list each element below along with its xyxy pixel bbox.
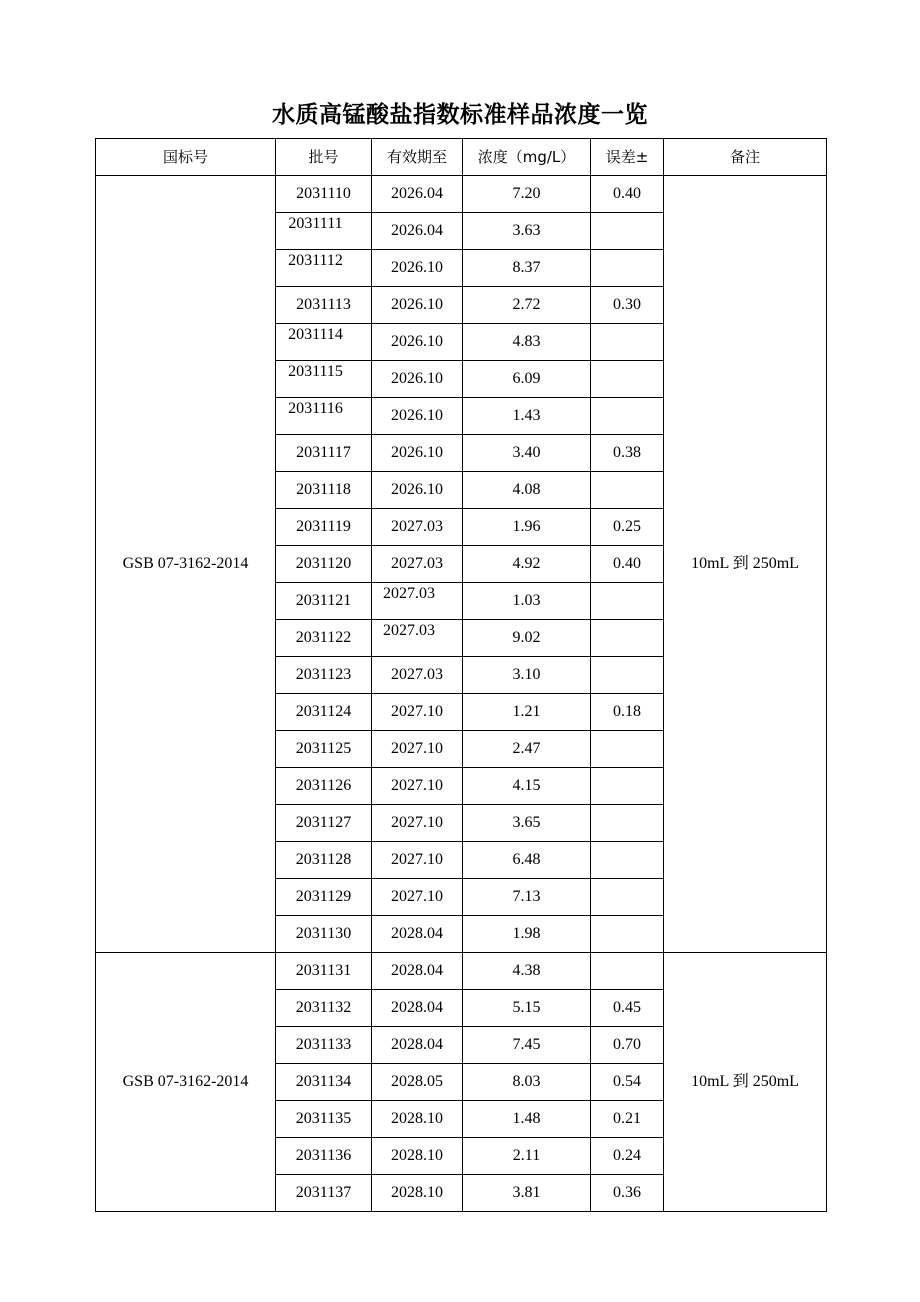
batch-number-cell: 2031135 [276,1101,372,1138]
expiry-date-cell: 2028.04 [372,1027,463,1064]
error-cell: 0.25 [591,509,664,546]
expiry-date-cell: 2028.04 [372,916,463,953]
expiry-date-cell: 2028.10 [372,1101,463,1138]
expiry-date-cell: 2027.10 [372,768,463,805]
error-cell: 0.36 [591,1175,664,1212]
error-cell: 0.45 [591,990,664,1027]
header-remark: 备注 [664,139,827,176]
batch-number-cell: 2031127 [276,805,372,842]
concentration-cell: 3.65 [463,805,591,842]
batch-number-cell-text: 2031115 [288,363,343,380]
concentration-cell: 3.63 [463,213,591,250]
concentration-cell: 8.03 [463,1064,591,1101]
concentration-cell: 2.72 [463,287,591,324]
standard-number-cell: GSB 07-3162-2014 [96,176,276,953]
error-cell [591,398,664,435]
expiry-date-cell: 2026.10 [372,250,463,287]
table-body [96,176,827,1212]
batch-number-cell-text: 2031116 [288,400,343,417]
expiry-date-cell: 2026.04 [372,213,463,250]
concentration-cell: 8.37 [463,250,591,287]
error-cell: 0.40 [591,546,664,583]
error-cell [591,213,664,250]
expiry-date-cell: 2028.10 [372,1138,463,1175]
batch-number-cell: 2031126 [276,768,372,805]
concentration-cell: 7.45 [463,1027,591,1064]
error-cell [591,324,664,361]
table-row [96,953,827,990]
document-title: 水质高锰酸盐指数标准样品浓度一览 [272,102,648,128]
concentration-cell: 1.96 [463,509,591,546]
concentration-cell: 1.03 [463,583,591,620]
expiry-date-cell: 2027.03 [372,509,463,546]
standard-samples-table [95,138,827,1212]
expiry-date-cell-text: 2027.03 [383,622,435,639]
batch-number-cell: 2031133 [276,1027,372,1064]
batch-number-cell: 2031124 [276,694,372,731]
expiry-date-cell [372,620,463,657]
concentration-cell: 6.48 [463,842,591,879]
concentration-cell: 1.48 [463,1101,591,1138]
error-cell: 0.70 [591,1027,664,1064]
expiry-date-cell: 2026.10 [372,435,463,472]
expiry-date-cell: 2027.10 [372,805,463,842]
error-cell [591,842,664,879]
error-cell [591,472,664,509]
concentration-cell: 4.92 [463,546,591,583]
batch-number-cell: 2031122 [276,620,372,657]
concentration-cell: 6.09 [463,361,591,398]
batch-number-cell [276,250,372,287]
batch-number-cell: 2031131 [276,953,372,990]
header-expiry-date: 有效期至 [372,139,463,176]
concentration-cell: 9.02 [463,620,591,657]
concentration-cell: 5.15 [463,990,591,1027]
batch-number-cell: 2031119 [276,509,372,546]
expiry-date-cell: 2027.10 [372,694,463,731]
expiry-date-cell: 2026.10 [372,472,463,509]
concentration-cell: 7.13 [463,879,591,916]
expiry-date-cell: 2026.04 [372,176,463,213]
expiry-date-cell: 2028.04 [372,953,463,990]
batch-number-cell: 2031129 [276,879,372,916]
batch-number-cell: 2031123 [276,657,372,694]
header-concentration: 浓度（mg/L） [463,139,591,176]
error-cell [591,731,664,768]
batch-number-cell [276,213,372,250]
concentration-cell: 4.38 [463,953,591,990]
expiry-date-cell: 2027.10 [372,879,463,916]
error-cell [591,768,664,805]
batch-number-cell: 2031120 [276,546,372,583]
expiry-date-cell: 2028.10 [372,1175,463,1212]
batch-number-cell-text: 2031111 [288,215,343,232]
concentration-cell: 3.10 [463,657,591,694]
header-standard-number: 国标号 [96,139,276,176]
header-error: 误差± [591,139,664,176]
expiry-date-cell: 2028.04 [372,990,463,1027]
batch-number-cell: 2031134 [276,1064,372,1101]
batch-number-cell: 2031136 [276,1138,372,1175]
error-cell [591,657,664,694]
expiry-date-cell: 2026.10 [372,398,463,435]
concentration-cell: 4.08 [463,472,591,509]
concentration-cell: 7.20 [463,176,591,213]
expiry-date-cell: 2027.10 [372,842,463,879]
error-cell [591,805,664,842]
expiry-date-cell: 2027.10 [372,731,463,768]
concentration-cell: 3.40 [463,435,591,472]
standard-number-cell: GSB 07-3162-2014 [96,953,276,1212]
batch-number-cell-text: 2031114 [288,326,343,343]
error-cell [591,583,664,620]
concentration-cell: 4.83 [463,324,591,361]
expiry-date-cell: 2028.05 [372,1064,463,1101]
batch-number-cell [276,361,372,398]
error-cell: 0.21 [591,1101,664,1138]
table-header-row [96,139,827,176]
error-cell [591,361,664,398]
error-cell [591,916,664,953]
error-cell: 0.40 [591,176,664,213]
concentration-cell: 2.47 [463,731,591,768]
batch-number-cell: 2031117 [276,435,372,472]
error-cell [591,953,664,990]
header-batch-number: 批号 [276,139,372,176]
table-row [96,176,827,213]
batch-number-cell: 2031132 [276,990,372,1027]
expiry-date-cell: 2026.10 [372,361,463,398]
batch-number-cell: 2031137 [276,1175,372,1212]
batch-number-cell: 2031113 [276,287,372,324]
concentration-cell: 4.15 [463,768,591,805]
error-cell: 0.18 [591,694,664,731]
batch-number-cell: 2031110 [276,176,372,213]
expiry-date-cell: 2027.03 [372,657,463,694]
concentration-cell: 3.81 [463,1175,591,1212]
concentration-cell: 1.43 [463,398,591,435]
batch-number-cell: 2031125 [276,731,372,768]
error-cell: 0.54 [591,1064,664,1101]
batch-number-cell-text: 2031112 [288,252,343,269]
batch-number-cell: 2031128 [276,842,372,879]
expiry-date-cell [372,583,463,620]
expiry-date-cell: 2026.10 [372,287,463,324]
batch-number-cell [276,324,372,361]
expiry-date-cell: 2027.03 [372,546,463,583]
error-cell [591,620,664,657]
error-cell: 0.38 [591,435,664,472]
error-cell [591,879,664,916]
concentration-cell: 1.98 [463,916,591,953]
concentration-cell: 1.21 [463,694,591,731]
expiry-date-cell-text: 2027.03 [383,585,435,602]
batch-number-cell [276,398,372,435]
remark-cell: 10mL 到 250mL [664,176,827,953]
error-cell: 0.30 [591,287,664,324]
batch-number-cell: 2031130 [276,916,372,953]
error-cell [591,250,664,287]
concentration-cell: 2.11 [463,1138,591,1175]
error-cell: 0.24 [591,1138,664,1175]
remark-cell: 10mL 到 250mL [664,953,827,1212]
batch-number-cell: 2031121 [276,583,372,620]
expiry-date-cell: 2026.10 [372,324,463,361]
batch-number-cell: 2031118 [276,472,372,509]
